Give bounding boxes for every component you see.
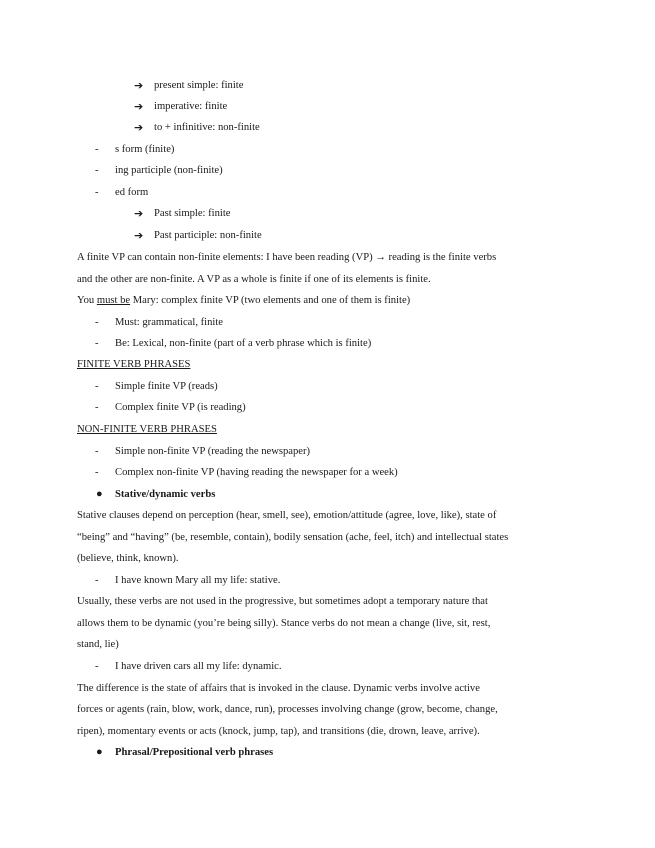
dash-item: Be: Lexical, non-finite (part of a verb phrase which is finite) <box>115 338 372 349</box>
arrow-icon: ➔ <box>134 229 144 242</box>
dash-icon: - <box>95 317 99 328</box>
dash-icon: - <box>95 467 99 478</box>
must-be-underlined: must be <box>96 295 131 306</box>
arrow-item: present simple: finite <box>154 80 244 91</box>
dash-icon: - <box>95 446 99 457</box>
paragraph-line: “being” and “having” (be, resemble, contain), bodily sensation (ache, feel, itch) and intellectual states <box>77 532 509 543</box>
arrow-item: to + infinitive: non-finite <box>154 122 260 133</box>
paragraph-line: allows them to be dynamic (you’re being silly). Stance verbs do not mean a change (live, sit, rest, <box>77 618 491 629</box>
paragraph-line: and the other are non-finite. A VP as a whole is finite if one of its elements is finite. <box>77 274 431 285</box>
must-be-before: You <box>77 295 97 306</box>
must-be-after: Mary: complex finite VP (two elements and one of them is finite) <box>130 295 411 306</box>
paragraph-line: A finite VP can contain non-finite elements: I have been reading (VP) → reading is the finite verbs <box>77 252 497 263</box>
dash-item: ed form <box>115 187 149 198</box>
dash-icon: - <box>95 661 99 672</box>
arrow-item: Past simple: finite <box>154 208 231 219</box>
arrow-icon: ➔ <box>134 100 144 113</box>
dash-item: s form (finite) <box>115 144 175 155</box>
paragraph-line: Usually, these verbs are not used in the progressive, but sometimes adopt a temporary nature that <box>77 596 488 607</box>
bullet-icon: ● <box>96 746 103 758</box>
paragraph-line: Stative clauses depend on perception (hear, smell, see), emotion/attitude (agree, love, like), state of <box>77 510 497 521</box>
dash-item: Simple non-finite VP (reading the newspaper) <box>115 446 311 457</box>
paragraph-line: stand, lie) <box>77 639 119 650</box>
dash-icon: - <box>95 165 99 176</box>
dash-icon: - <box>95 338 99 349</box>
dash-icon: - <box>95 575 99 586</box>
dash-item: Must: grammatical, finite <box>115 317 223 328</box>
arrow-item: imperative: finite <box>154 101 228 112</box>
must-be-line <box>77 294 410 307</box>
dash-icon: - <box>95 144 99 155</box>
dash-item: ing participle (non-finite) <box>115 165 223 176</box>
section-heading-stative-dynamic: Stative/dynamic verbs <box>115 489 216 500</box>
dash-icon: - <box>95 187 99 198</box>
arrow-icon: ➔ <box>134 207 144 220</box>
heading-nonfinite-verb-phrases: NON-FINITE VERB PHRASES <box>77 424 217 435</box>
arrow-icon: ➔ <box>134 79 144 92</box>
paragraph-line: The difference is the state of affairs that is invoked in the clause. Dynamic verbs involve active <box>77 683 480 694</box>
bullet-icon: ● <box>96 488 103 500</box>
dash-icon: - <box>95 402 99 413</box>
dash-item: I have known Mary all my life: stative. <box>115 575 281 586</box>
arrow-icon: ➔ <box>134 121 144 134</box>
dash-item: Complex non-finite VP (having reading the newspaper for a week) <box>115 467 398 478</box>
section-heading-phrasal-verbs: Phrasal/Prepositional verb phrases <box>115 747 274 758</box>
dash-item: I have driven cars all my life: dynamic. <box>115 661 282 672</box>
arrow-item: Past participle: non-finite <box>154 230 262 241</box>
dash-item: Complex finite VP (is reading) <box>115 402 246 413</box>
paragraph-line: ripen), momentary events or acts (knock, jump, tap), and transitions (die, drown, leave, arrive). <box>77 726 480 737</box>
heading-finite-verb-phrases: FINITE VERB PHRASES <box>77 359 191 370</box>
paragraph-line: (believe, think, known). <box>77 553 179 564</box>
dash-item: Simple finite VP (reads) <box>115 381 218 392</box>
paragraph-line: forces or agents (rain, blow, work, dance, run), processes involving change (grow, become, change, <box>77 704 498 715</box>
dash-icon: - <box>95 381 99 392</box>
